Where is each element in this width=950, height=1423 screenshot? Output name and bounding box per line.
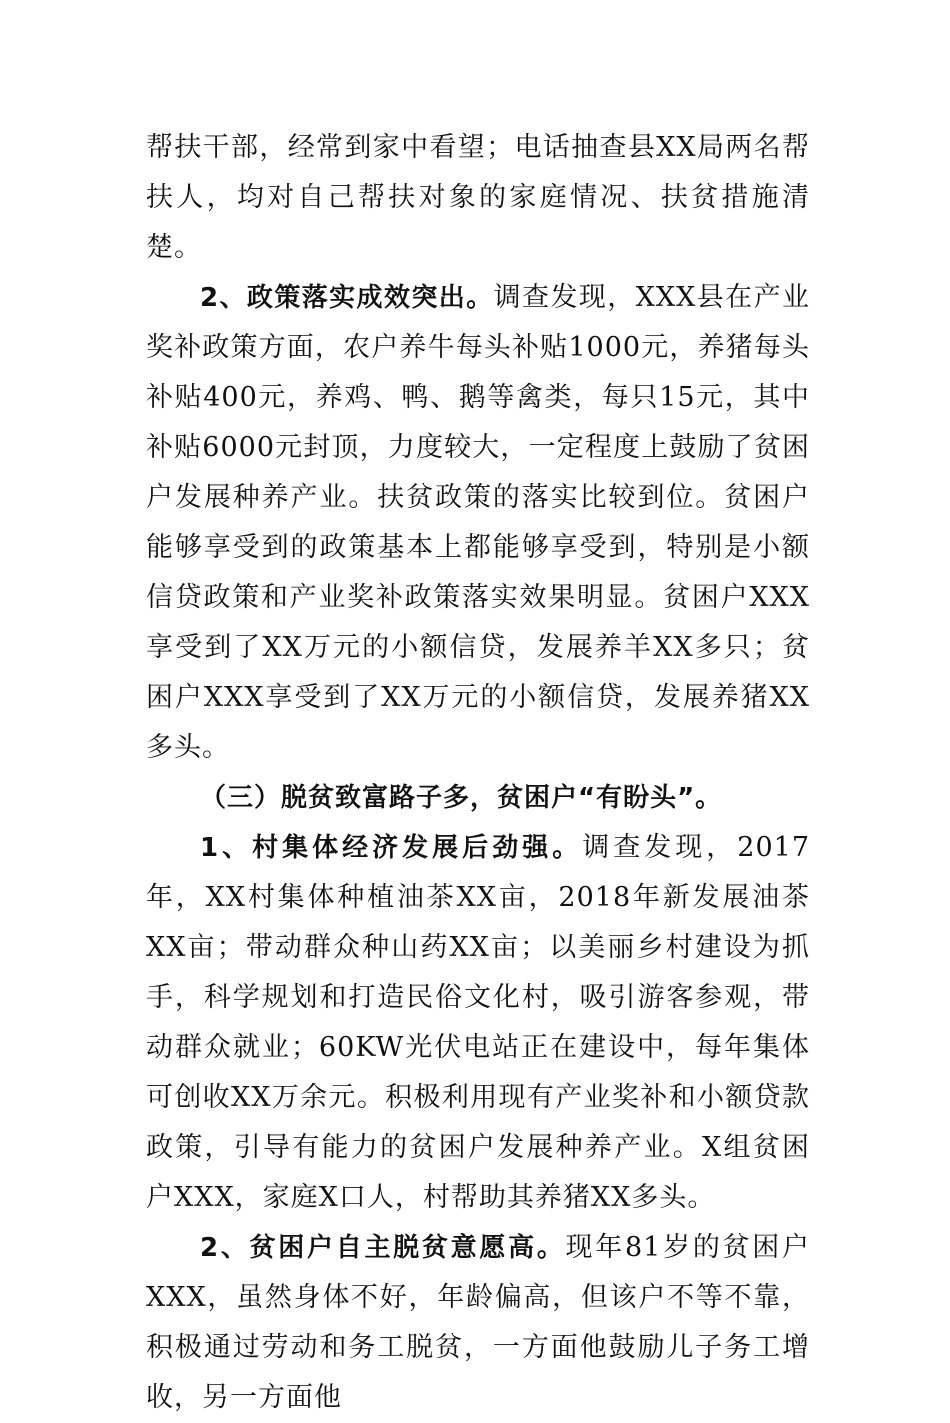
paragraph-text: 调查发现，XXX县在产业奖补政策方面，农户养牛每头补贴1000元，养猪每头补贴400元，养鸡、鸭、鹅等禽类，每只15元，其中补贴6000元封顶，力度较大，一定程度上鼓励了贫困户发展种养产业。扶贫政策的落实比较到位。贫困户能够享受到的政策基本上都能够享受到，特别是小额信贷政策和产业奖补政策落实效果明显。贫困户XXX享受到了XX万元的小额信贷，发展养羊XX多只；贫困户XXX享受到了XX万元的小额信贷，发展养猪XX多头。 (146, 282, 810, 763)
paragraph-text: 帮扶干部，经常到家中看望；电话抽查县XX局两名帮扶人，均对自己帮扶对象的家庭情况、扶贫措施清楚。 (146, 132, 810, 263)
paragraph-text: 现年81岁的贫困户XXX，虽然身体不好，年龄偏高，但该户不等不靠，积极通过劳动和务工脱贫，一方面他鼓励儿子务工增收，另一方面他 (146, 1232, 810, 1413)
paragraph-village-economy (146, 823, 810, 1223)
paragraph-lead: 1、村集体经济发展后劲强。 (200, 833, 583, 863)
paragraph-lead: 2、贫困户自主脱贫意愿高。 (200, 1233, 566, 1263)
document-body (146, 123, 810, 1423)
paragraph-policy-implementation (146, 273, 810, 773)
section-heading: （三）脱贫致富路子多，贫困户“有盼头”。 (200, 783, 723, 813)
paragraph-self-reliance (146, 1223, 810, 1423)
paragraph-text: 调查发现，2017年，XX村集体种植油茶XX亩，2018年新发展油茶XX亩；带动群众种山药XX亩；以美丽乡村建设为抓手，科学规划和打造民俗文化村，吸引游客参观，带动群众就业；60KW光伏电站正在建设中，每年集体可创收XX万余元。积极利用现有产业奖补和小额贷款政策，引导有能力的贫困户发展种养产业。X组贫困户XXX，家庭X口人，村帮助其养猪XX多头。 (146, 832, 810, 1213)
paragraph-lead: 2、政策落实成效突出。 (200, 283, 494, 313)
paragraph-continuation (146, 123, 810, 273)
